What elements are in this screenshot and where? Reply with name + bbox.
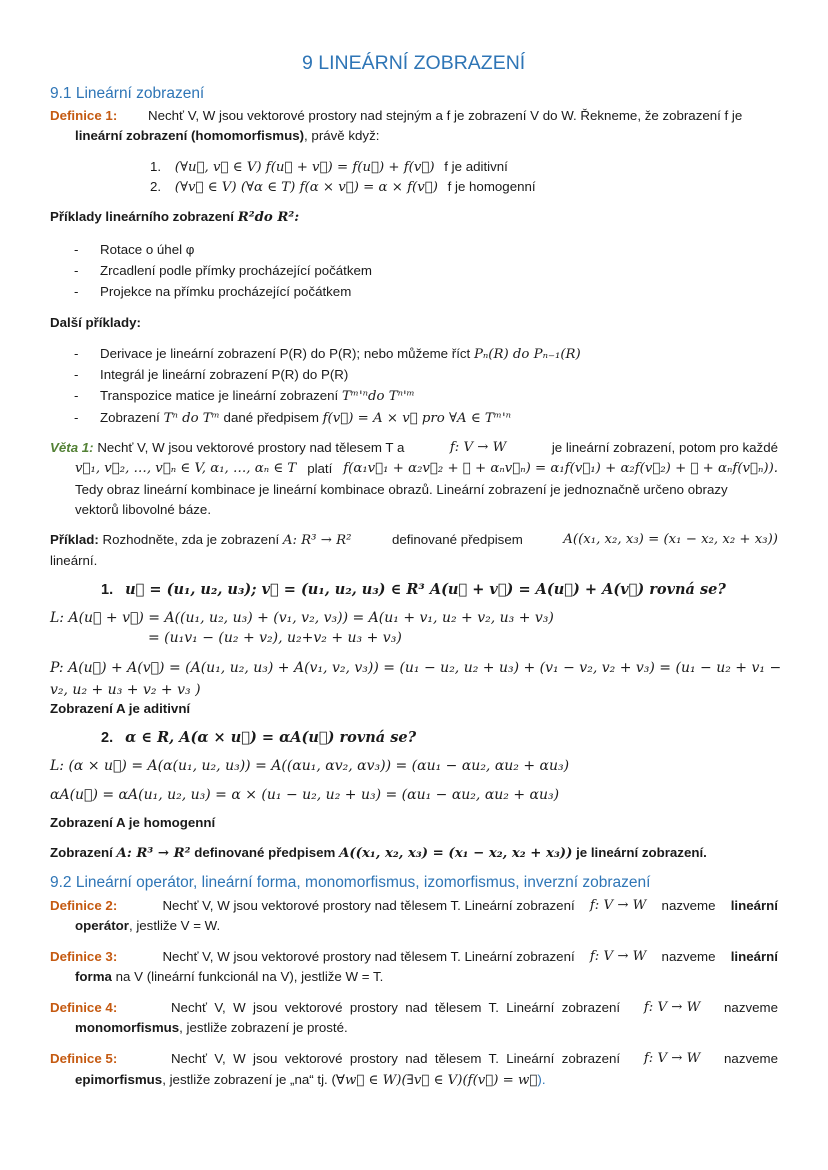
definition-3-formula: f: V → W [589,949,647,964]
more-item-derivative [100,346,581,362]
final-text-c: je lineární zobrazení. [576,845,707,860]
more-item-integral: Integrál je lineární zobrazení P(R) do P(R) [100,367,349,382]
definition-2-text-a: Nechť V, W jsou vektorové prostory nad tělesem T. Lineární zobrazení [162,898,575,913]
theorem-1-text-a: Nechť V, W jsou vektorové prostory nad tělesem T a [97,440,405,455]
definition-2-line-1 [50,898,778,913]
definition-2-label: Definice 2: [50,898,118,913]
definition-5-term: epimorfismus [75,1072,163,1087]
more-item-mapping-text-2: dané předpisem [223,410,319,425]
definition-1-line-2-rest: , právě když: [304,128,380,143]
definition-3-text-b: nazveme [661,949,716,964]
example-item-rotation: Rotace o úhel φ [100,242,195,257]
theorem-1-formula-combination: f(α₁v⃗₁ + α₂v⃗₂ + ⋯ + αₙv⃗ₙ) = α₁f(v⃗₁) + α₂f(v⃗₂) + ⋯ + αₙf(v⃗ₙ)). [343,461,778,476]
condition-2-text: f je homogenní [447,179,536,194]
step-1-right-side-line-1: P: A(u⃗) + A(v⃗) = (A(u₁, u₂, u₃) + A(v₁, v₂, v₃)) = (u₁ − u₂, u₂ + u₃) + (v₁ − v₂, v₂ + v₃) = (u₁ − u₂ + v₁ − [50,660,782,676]
more-item-derivative-formula: Pₙ(R) do Pₙ₋₁(R) [473,347,581,362]
step-1-left-side-line-1: L: A(u⃗ + v⃗) = A((u₁, u₂, u₃) + (v₁, v₂, v₃)) = A(u₁ + v₁, u₂ + v₂, u₃ + v₃) [50,610,554,626]
conclusion-homogeneous: Zobrazení A je homogenní [50,815,216,830]
final-conclusion [50,845,707,861]
definition-4-text-b: nazveme [724,1000,778,1015]
definition-2-rest: , jestliže V = W. [128,918,221,933]
example-statement-line-2: lineární. [50,553,98,568]
definition-5-formula-2: w⃗ ∈ W)(∃v⃗ ∈ V)(f(v⃗) = w⃗ [344,1073,538,1088]
more-item-transpose [100,388,415,404]
definition-4-formula: f: V → W [643,1000,701,1015]
example-item-projection: Projekce na přímku procházející počátkem [100,284,352,299]
final-text-b: definované předpisem [194,845,336,860]
theorem-1-line-3: Tedy obraz lineární kombinace je lineární kombinace obrazů. Lineární zobrazení je jednoznačně určeno obrazy [75,482,728,497]
step-1-number: 1. [101,582,114,598]
theorem-1-formula-vectors: v⃗₁, v⃗₂, …, v⃗ₙ ∈ V, α₁, …, αₙ ∈ T [75,461,297,476]
more-item-mapping-text: Zobrazení [100,410,160,425]
more-item-mapping-formula-2: f(v⃗) = A × v⃗ pro ∀A ∈ Tᵐ'ⁿ [322,411,511,426]
definition-5-rest: , jestliže zobrazení je „na“ tj. (∀ [162,1072,345,1087]
more-list-dash: - [74,388,79,403]
more-examples-heading: Další příklady: [50,315,141,330]
definition-4-label: Definice 4: [50,1000,118,1015]
definition-5-end: ). [537,1072,546,1087]
example-item-reflection: Zrcadlení podle přímky procházející počátkem [100,263,372,278]
example-list-dash: - [74,284,79,299]
step-2-formula: α ∈ R, A(α × u⃗) = αA(u⃗) rovná se? [125,729,417,746]
definition-3-term-a: lineární [730,949,778,964]
example-text: Rozhodněte, zda je zobrazení [102,532,280,547]
chapter-title: 9 LINEÁRNÍ ZOBRAZENÍ [302,52,526,74]
step-1-left-side-line-2: = (u₁v₁ − (u₂ + v₂), u₂+v₂ + u₃ + v₃) [148,630,402,646]
definition-2-line-2 [75,918,220,933]
definition-3-term-b: forma [75,969,112,984]
definition-4-term: monomorfismus [75,1020,180,1035]
example-label: Příklad: [50,532,99,547]
definition-3-rest: na V (lineární funkcionál na V), jestliže W = T. [111,969,384,984]
more-item-transpose-text: Transpozice matice je lineární zobrazení [100,388,339,403]
step-2-number: 2. [101,730,114,746]
more-item-mapping-formula-1: Tⁿ do Tᵐ [163,411,220,426]
example-statement-line-1 [50,532,778,548]
more-list-dash: - [74,410,79,425]
definition-3-line-2 [75,969,383,984]
step-1 [101,581,726,598]
condition-2 [150,179,536,195]
example-formula-rule: A((x₁, x₂, x₃) = (x₁ − x₂, x₂ + x₃)) [563,532,778,547]
step-2 [101,729,416,746]
definition-1-line-2 [75,128,379,143]
definition-2-term-b: operátor [75,918,129,933]
theorem-1-label: Věta 1: [50,440,94,455]
definition-5-label: Definice 5: [50,1051,118,1066]
more-list-dash: - [74,346,79,361]
definition-3-text-a: Nechť V, W jsou vektorové prostory nad tělesem T. Lineární zobrazení [162,949,575,964]
section-heading-9-2: 9.2 Lineární operátor, lineární forma, monomorfismus, izomorfismus, inverzní zobrazení [50,874,651,891]
theorem-1-line-1 [50,440,778,455]
theorem-1-text-b: je lineární zobrazení, potom pro každé [551,440,778,455]
definition-4-line-1 [50,1000,778,1015]
condition-1-formula: (∀u⃗, v⃗ ∈ V) f(u⃗ + v⃗) = f(u⃗) + f(v⃗) [174,160,435,175]
conclusion-additive: Zobrazení A je aditivní [50,701,191,716]
examples-heading-text: Příklady lineárního zobrazení [50,209,234,224]
definition-5-formula: f: V → W [643,1051,701,1066]
theorem-1-plati: platí [307,461,333,476]
more-list-dash: - [74,367,79,382]
section-heading-9-1: 9.1 Lineární zobrazení [50,85,205,102]
example-formula-mapping: A: R³ → R² [282,533,352,548]
theorem-1-line-4: vektorů libovolné báze. [75,502,212,517]
definition-1-label: Definice 1: [50,108,118,123]
step-2-left-side: L: (α × u⃗) = A(α(u₁, u₂, u₃)) = A((αu₁, αv₂, αv₃)) = (αu₁ − αu₂, αu₂ + αu₃) [50,758,570,774]
step-1-formula: u⃗ = (u₁, u₂, u₃); v⃗ = (u₁, u₂, u₃) ∈ R³ A(u⃗ + v⃗) = A(u⃗) + A(v⃗) rovná se? [125,581,726,598]
definition-5-line-1 [50,1051,778,1066]
condition-2-formula: (∀v⃗ ∈ V) (∀α ∈ T) f(α × v⃗) = α × f(v⃗) [174,180,438,195]
definition-4-line-2 [75,1020,348,1035]
step-1-right-side-line-2: v₂, u₂ + u₃ + v₂ + v₃ ) [50,682,201,698]
examples-heading [50,209,299,225]
definition-2-term-a: lineární [730,898,778,913]
condition-1-number: 1. [150,159,162,174]
example-text-2: definované předpisem [391,532,523,547]
definition-1-term: lineární zobrazení (homomorfismus) [75,128,305,143]
final-text-a: Zobrazení [50,845,113,860]
more-item-derivative-text: Derivace je lineární zobrazení P(R) do P(R); nebo můžeme říct [100,346,471,361]
condition-2-number: 2. [150,179,162,194]
definition-5-line-2 [75,1072,546,1088]
final-formula-rule: A((x₁, x₂, x₃) = (x₁ − x₂, x₂ + x₃)) [339,846,573,861]
theorem-1-line-2 [75,461,778,476]
definition-5-text-b: nazveme [724,1051,778,1066]
definition-2-formula: f: V → W [589,898,647,913]
condition-1 [150,159,508,175]
theorem-1-formula-f: f: V → W [449,440,507,455]
example-list-dash: - [74,242,79,257]
definition-4-text-a: Nechť V, W jsou vektorové prostory nad tělesem T. Lineární zobrazení [170,1000,621,1015]
more-item-transpose-formula: Tᵐ'ⁿdo Tⁿ'ᵐ [341,389,415,404]
example-list-dash: - [74,263,79,278]
final-formula-mapping: A: R³ → R² [116,846,191,861]
step-2-right-side: αA(u⃗) = αA(u₁, u₂, u₃) = α × (u₁ − u₂, u₂ + u₃) = (αu₁ − αu₂, αu₂ + αu₃) [50,787,560,803]
definition-3-line-1 [50,949,778,964]
examples-heading-formula: R²do R²: [237,210,300,225]
definition-3-label: Definice 3: [50,949,118,964]
definition-4-rest: , jestliže zobrazení je prosté. [179,1020,348,1035]
more-item-mapping [100,410,511,426]
definition-5-text-a: Nechť V, W jsou vektorové prostory nad tělesem T. Lineární zobrazení [170,1051,621,1066]
definition-2-text-b: nazveme [661,898,716,913]
condition-1-text: f je aditivní [444,159,508,174]
definition-1-line-1: Nechť V, W jsou vektorové prostory nad stejným a f je zobrazení V do W. Řekneme, že zobrazení f je [148,108,743,123]
